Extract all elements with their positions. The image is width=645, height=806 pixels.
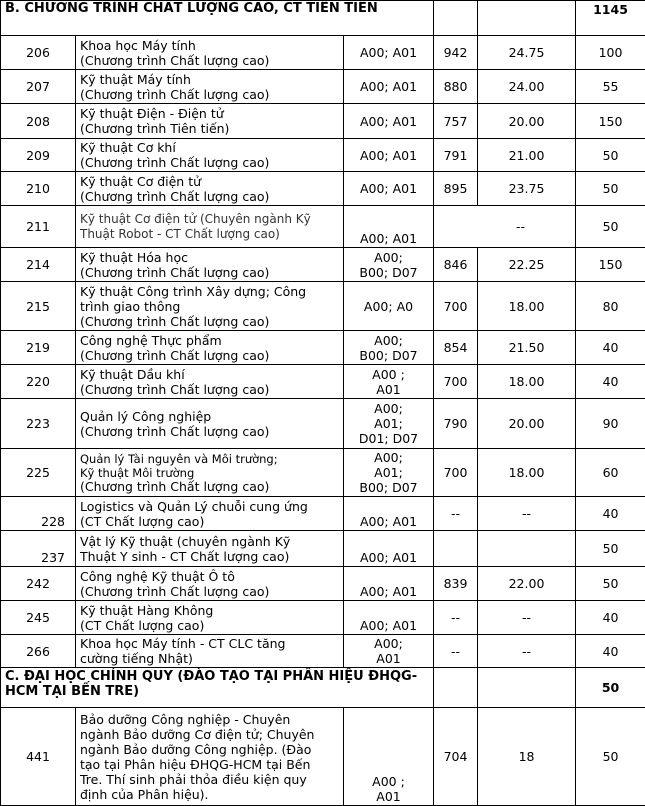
row-count: 757 — [434, 104, 478, 139]
row-count: 704 — [434, 708, 478, 806]
row-code: 266 — [1, 635, 76, 668]
row-group: A00; B00; D07 — [344, 248, 434, 282]
row-count: 700 — [434, 449, 478, 497]
row-group: A00; A0 — [344, 282, 434, 331]
row-quota: 50 — [576, 531, 645, 567]
row-quota: 40 — [576, 497, 645, 531]
row-quota: 150 — [576, 248, 645, 282]
row-quota: 40 — [576, 365, 645, 399]
row-score — [478, 531, 576, 567]
row-score: 20.00 — [478, 104, 576, 139]
row-code: 214 — [1, 248, 76, 282]
row-quota: 55 — [576, 70, 645, 104]
row-program: Kỹ thuật Cơ khí (Chương trình Chất lượng cao) — [76, 139, 344, 172]
row-group: A00; B00; D07 — [344, 331, 434, 365]
table-row — [1, 399, 645, 449]
row-code: 225 — [1, 449, 76, 497]
row-program: Khoa học Máy tính (Chương trình Chất lượng cao) — [76, 36, 344, 70]
row-code: 208 — [1, 104, 76, 139]
table-row — [1, 601, 645, 635]
row-count: 854 — [434, 331, 478, 365]
row-program: Kỹ thuật Điện - Điện tử (Chương trình Tiên tiến) — [76, 104, 344, 139]
row-count: 790 — [434, 399, 478, 449]
row-program: Kỹ thuật Hàng Không (CT Chất lượng cao) — [76, 601, 344, 635]
row-code: 228 — [1, 497, 76, 531]
row-program: Khoa học Máy tính - CT CLC tăng cường tiếng Nhật) — [76, 635, 344, 668]
row-count: 846 — [434, 248, 478, 282]
row-code: 210 — [1, 172, 76, 206]
row-program: Kỹ thuật Cơ điện tử (Chuyên ngành Kỹ Thuật Robot - CT Chất lượng cao) — [76, 206, 344, 248]
table-row — [1, 104, 645, 139]
row-program: Kỹ thuật Cơ điện tử (Chương trình Chất lượng cao) — [76, 172, 344, 206]
row-score: -- — [478, 601, 576, 635]
section-c-header — [1, 668, 645, 708]
row-group: A00; A01 — [344, 601, 434, 635]
row-group: A00; A01 — [344, 139, 434, 172]
row-quota: 40 — [576, 635, 645, 668]
table-row — [1, 365, 645, 399]
row-code: 223 — [1, 399, 76, 449]
row-code: 211 — [1, 206, 76, 248]
row-score: -- — [478, 497, 576, 531]
table-row — [1, 449, 645, 497]
row-program: Công nghệ Thực phẩm (Chương trình Chất lượng cao) — [76, 331, 344, 365]
row-count: -- — [434, 635, 478, 668]
row-score: -- — [478, 635, 576, 668]
table-row — [1, 708, 645, 806]
row-group: A00; A01; D01; D07 — [344, 399, 434, 449]
row-quota: 50 — [576, 708, 645, 806]
row-group: A00; A01 — [344, 567, 434, 601]
table-row — [1, 331, 645, 365]
row-count: 700 — [434, 365, 478, 399]
row-count: 839 — [434, 567, 478, 601]
row-count: 895 — [434, 172, 478, 206]
row-code: 242 — [1, 567, 76, 601]
row-score: 21.00 — [478, 139, 576, 172]
row-score: 18.00 — [478, 365, 576, 399]
row-program: Bảo dưỡng Công nghiệp - Chuyên ngành Bảo dưỡng Cơ điện tử; Chuyên ngành Bảo dưỡng Công nghiệp. (Đào tạo tại Phân hiệu ĐHQG-HCM tại Bến Tre. Thí sinh phải thỏa điều kiện quy định của Phân hiệu). — [76, 708, 344, 806]
row-code: 220 — [1, 365, 76, 399]
row-quota: 80 — [576, 282, 645, 331]
row-group: A00; A01 — [344, 635, 434, 668]
row-code: 209 — [1, 139, 76, 172]
row-score: 20.00 — [478, 399, 576, 449]
row-group: A00; A01 — [344, 70, 434, 104]
row-score: 18.00 — [478, 449, 576, 497]
row-score: 24.75 — [478, 36, 576, 70]
row-program: Logistics và Quản Lý chuỗi cung ứng (CT Chất lượng cao) — [76, 497, 344, 531]
table-row — [1, 70, 645, 104]
row-score: 22.25 — [478, 248, 576, 282]
section-c-title: C. ĐẠI HỌC CHÍNH QUY (ĐÀO TẠO TẠI PHÂN HIỆU ĐHQG-HCM TẠI BẾN TRE) — [1, 668, 434, 708]
row-quota: 50 — [576, 567, 645, 601]
row-count — [434, 531, 478, 567]
row-score: 22.00 — [478, 567, 576, 601]
row-program: Kỹ thuật Máy tính (Chương trình Chất lượng cao) — [76, 70, 344, 104]
row-count: -- — [434, 601, 478, 635]
row-group: A00; A01 — [344, 497, 434, 531]
row-code: 441 — [1, 708, 76, 806]
row-count: 791 — [434, 139, 478, 172]
row-score: -- — [434, 206, 576, 248]
row-score: 18.00 — [478, 282, 576, 331]
section-b-title: B. CHƯƠNG TRÌNH CHẤT LƯỢNG CAO, CT TIÊN TIẾN — [1, 1, 434, 36]
row-score: 23.75 — [478, 172, 576, 206]
row-code: 206 — [1, 36, 76, 70]
row-quota: 50 — [576, 172, 645, 206]
table-row — [1, 206, 645, 248]
row-score: 24.00 — [478, 70, 576, 104]
row-group: A00; A01; B00; D07 — [344, 449, 434, 497]
row-group: A00 ; A01 — [344, 365, 434, 399]
table-row — [1, 36, 645, 70]
row-group: A00; A01 — [344, 104, 434, 139]
table-row — [1, 248, 645, 282]
row-group: A00 ; A01 — [344, 708, 434, 806]
row-score: 18 — [478, 708, 576, 806]
table-row — [1, 635, 645, 668]
row-code: 207 — [1, 70, 76, 104]
row-quota: 40 — [576, 601, 645, 635]
table-row — [1, 282, 645, 331]
row-program: Quản lý Tài nguyên và Môi trường; Kỹ thuật Môi trường (Chương trình Chất lượng cao) — [76, 449, 344, 497]
row-count: -- — [434, 497, 478, 531]
row-program: Kỹ thuật Dầu khí (Chương trình Chất lượng cao) — [76, 365, 344, 399]
section-c-total: 50 — [576, 668, 645, 708]
row-quota: 90 — [576, 399, 645, 449]
row-code: 237 — [1, 531, 76, 567]
row-quota: 50 — [576, 206, 645, 248]
row-quota: 40 — [576, 331, 645, 365]
row-group: A00; A01 — [344, 172, 434, 206]
row-program: Công nghệ Kỹ thuật Ô tô (Chương trình Chất lượng cao) — [76, 567, 344, 601]
table-row — [1, 139, 645, 172]
row-group: A00; A01 — [344, 36, 434, 70]
table-row — [1, 531, 645, 567]
row-program: Vật lý Kỹ thuật (chuyên ngành Kỹ Thuật Y sinh - CT Chất lượng cao) — [76, 531, 344, 567]
row-group: A00; A01 — [344, 206, 434, 248]
row-program: Kỹ thuật Hóa học (Chương trình Chất lượng cao) — [76, 248, 344, 282]
row-program: Quản lý Công nghiệp (Chương trình Chất lượng cao) — [76, 399, 344, 449]
row-code: 219 — [1, 331, 76, 365]
row-quota: 100 — [576, 36, 645, 70]
row-quota: 50 — [576, 139, 645, 172]
row-quota: 60 — [576, 449, 645, 497]
row-quota: 150 — [576, 104, 645, 139]
table-row — [1, 172, 645, 206]
row-code: 215 — [1, 282, 76, 331]
section-b-total: 1145 — [576, 1, 645, 36]
section-b-header — [1, 1, 645, 36]
table-row — [1, 567, 645, 601]
row-count: 942 — [434, 36, 478, 70]
row-program: Kỹ thuật Công trình Xây dựng; Công trình giao thông (Chương trình Chất lượng cao) — [76, 282, 344, 331]
row-code: 245 — [1, 601, 76, 635]
table-row — [1, 497, 645, 531]
row-group: A00; A01 — [344, 531, 434, 567]
row-count: 880 — [434, 70, 478, 104]
row-score: 21.50 — [478, 331, 576, 365]
row-count: 700 — [434, 282, 478, 331]
